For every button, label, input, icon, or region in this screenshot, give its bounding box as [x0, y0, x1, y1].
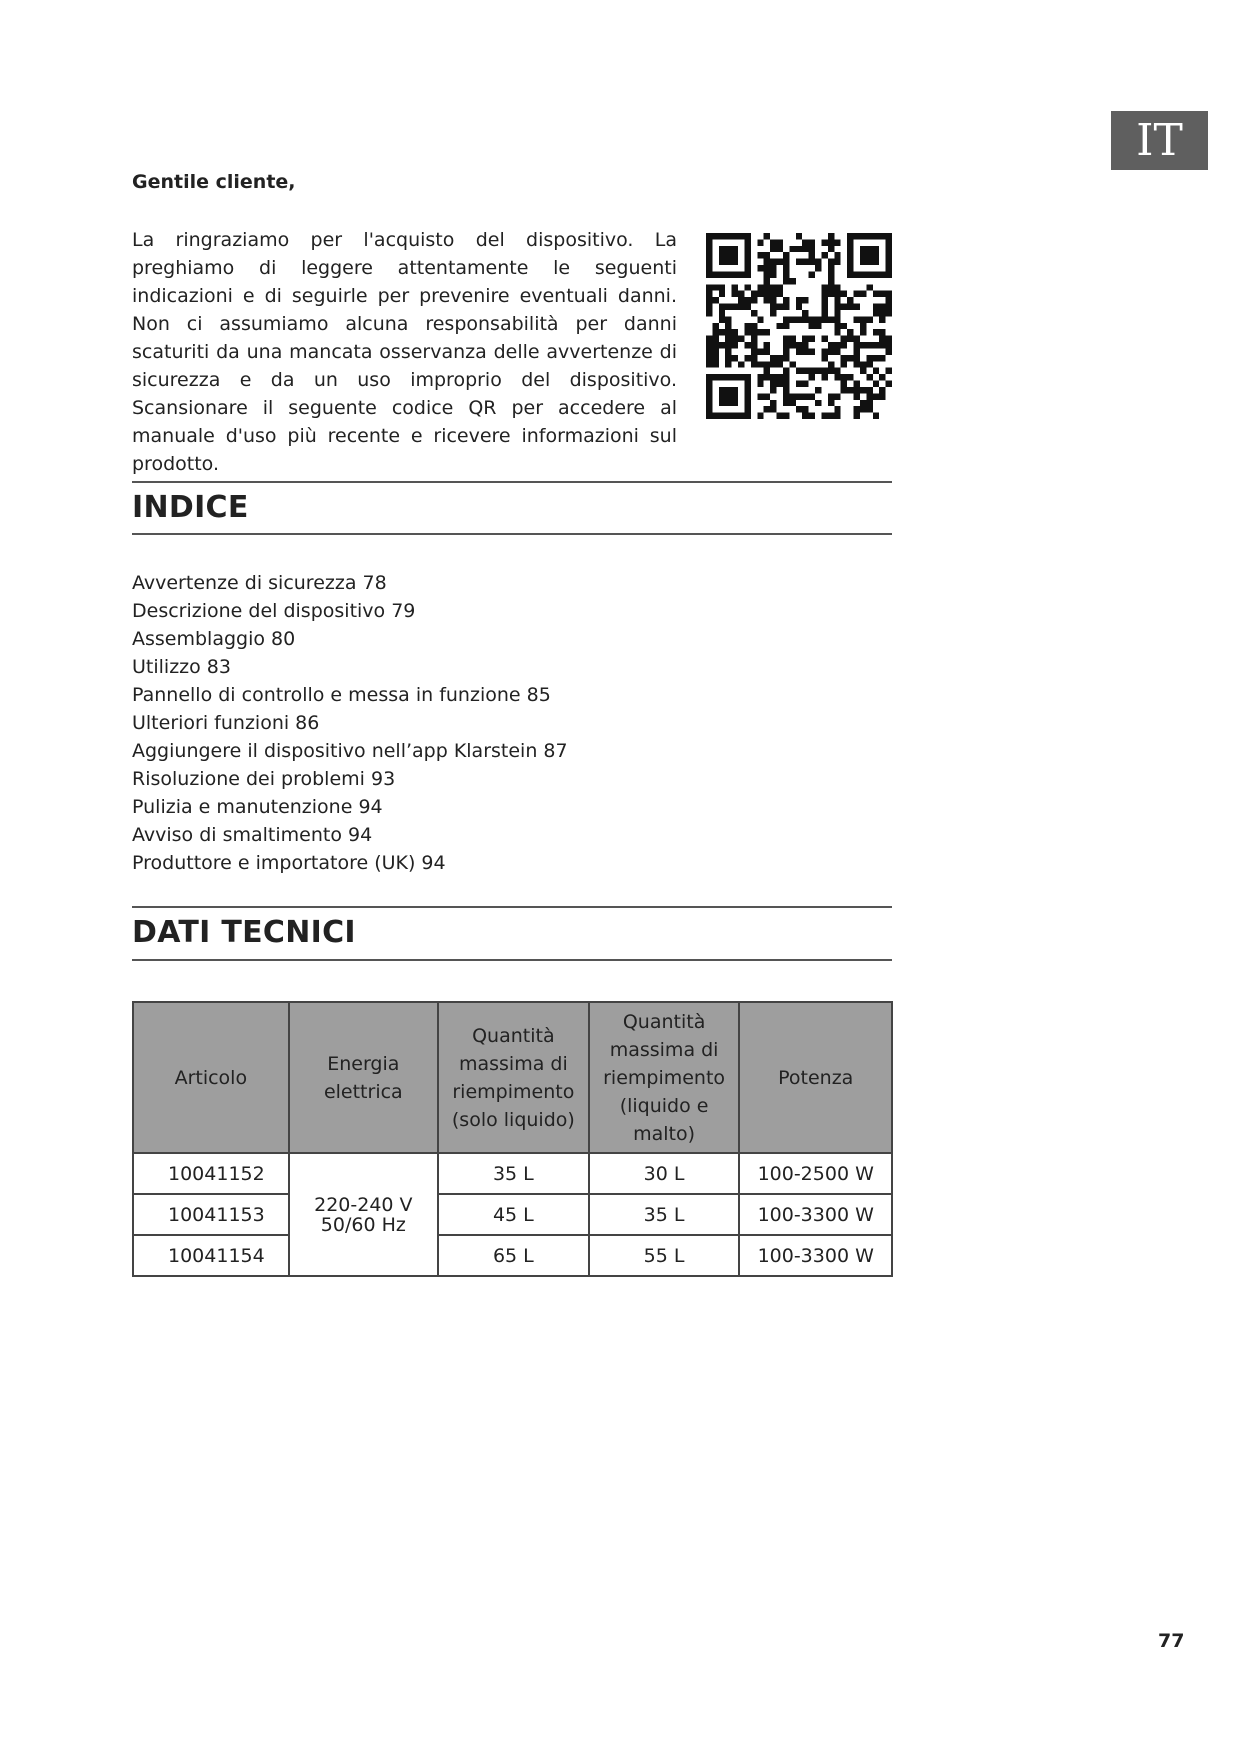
header-power: Potenza: [739, 1002, 892, 1153]
qr-code-icon: [706, 233, 892, 419]
header-capacity-liquid: Quantità massima di riempimento (solo liquido): [438, 1002, 589, 1153]
toc-item: Aggiungere il dispositivo nell’app Klarstein 87: [132, 740, 568, 762]
toc-item: Ulteriori funzioni 86: [132, 712, 320, 734]
capacity-liquid-malt-cell: 35 L: [589, 1194, 740, 1235]
specs-table: [132, 1001, 893, 1277]
table-row: [133, 1235, 892, 1276]
capacity-liquid-cell: 35 L: [438, 1153, 589, 1194]
header-capacity-liquid-malt: Quantità massima di riempimento (liquido e malto): [589, 1002, 740, 1153]
toc-list: [132, 569, 568, 877]
capacity-liquid-cell: 65 L: [438, 1235, 589, 1276]
specs-title: DATI TECNICI: [132, 915, 356, 950]
article-cell: 10041152: [133, 1153, 289, 1194]
toc-item: Produttore e importatore (UK) 94: [132, 852, 446, 874]
voltage-text: 220-240 V: [314, 1193, 413, 1216]
intro-paragraph: La ringraziamo per l'acquisto del dispositivo. La preghiamo di leggere attentamente le seguenti indicazioni e di seguirle per prevenire eventuali danni. Non ci assumiamo alcuna responsabilità per danni scaturiti da una mancata osservanza delle avvertenze di sicurezza e da un uso improprio del dispositivo. Scansionare il seguente codice QR per accedere al manuale d'uso più recente e ricevere informazioni sul prodotto.: [132, 229, 677, 475]
header-article: Articolo: [133, 1002, 289, 1153]
language-tab: IT: [1111, 111, 1208, 170]
power-cell: 100-3300 W: [739, 1235, 892, 1276]
toc-title: INDICE: [132, 490, 249, 525]
divider: [132, 906, 892, 908]
toc-item: Pulizia e manutenzione 94: [132, 796, 383, 818]
article-cell: 10041154: [133, 1235, 289, 1276]
power-cell: 100-3300 W: [739, 1194, 892, 1235]
toc-item: Utilizzo 83: [132, 656, 231, 678]
toc-item: Assemblaggio 80: [132, 628, 296, 650]
greeting: Gentile cliente,: [132, 171, 296, 193]
divider: [132, 959, 892, 961]
table-header-row: [133, 1002, 892, 1153]
article-cell: 10041153: [133, 1194, 289, 1235]
toc-item: Pannello di controllo e messa in funzione 85: [132, 684, 551, 706]
toc-item: Avvertenze di sicurezza 78: [132, 572, 387, 594]
capacity-liquid-malt-cell: 30 L: [589, 1153, 740, 1194]
power-supply-cell: [289, 1153, 438, 1276]
table-row: [133, 1194, 892, 1235]
divider: [132, 533, 892, 535]
header-power-supply: Energia elettrica: [289, 1002, 438, 1153]
power-cell: 100-2500 W: [739, 1153, 892, 1194]
capacity-liquid-cell: 45 L: [438, 1194, 589, 1235]
toc-item: Risoluzione dei problemi 93: [132, 768, 396, 790]
capacity-liquid-malt-cell: 55 L: [589, 1235, 740, 1276]
frequency-text: 50/60 Hz: [320, 1213, 406, 1236]
toc-item: Descrizione del dispositivo 79: [132, 600, 416, 622]
page-number: 77: [1158, 1630, 1185, 1652]
divider: [132, 481, 892, 483]
table-row: [133, 1153, 892, 1194]
toc-item: Avviso di smaltimento 94: [132, 824, 373, 846]
